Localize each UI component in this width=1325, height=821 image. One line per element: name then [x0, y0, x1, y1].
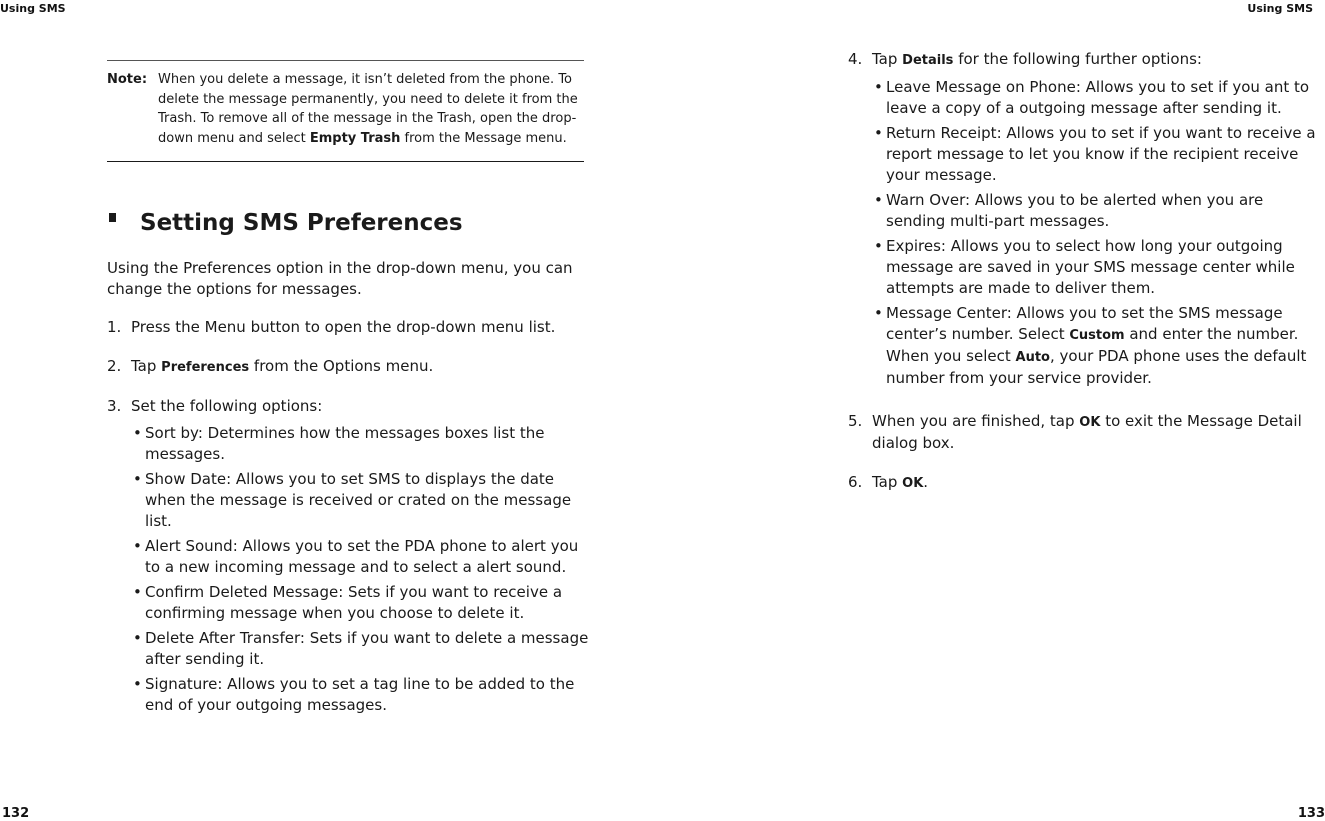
step-4-options — [872, 77, 1325, 389]
step-4: 4. Tap Details for the following further options: • Leave Message on Phone: Allows you to set if you ant to leave a copy of a outgoing message after sending it. • Return Receipt: Allows you to set if you want to receive a report message to let you know if the recipient receive your message. • Warn Over: Allows you to be alerted when you are sending multi-part messages. • Expires: Allows you to select how long your outgoing message are saved in your SMS message center while attempts are made to deliver them. • Message Center: Allows you to set the SMS message center’s number. Select Custom and enter the number. When you select Auto, your PDA phone uses the default number from your service provider. — [848, 49, 1325, 393]
option-item: • Warn Over: Allows you to be alerted when you are sending multi-part messages. — [872, 190, 1325, 232]
step-2: 2. Tap Preferences from the Options menu. — [107, 357, 434, 375]
option-item: • Return Receipt: Allows you to set if you want to receive a report message to let you know if the recipient receive your message. — [872, 123, 1325, 186]
ui-label-custom: Custom — [1069, 328, 1125, 343]
running-head-right: Using SMS — [1247, 2, 1313, 15]
left-page — [107, 60, 597, 720]
option-item: • Alert Sound: Allows you to set the PDA phone to alert you to a new incoming message and to select a alert sound. — [131, 536, 597, 578]
step-3-options — [131, 423, 597, 716]
option-item: • Delete After Transfer: Sets if you want to delete a message after sending it. — [131, 628, 597, 670]
section-intro: Using the Preferences option in the drop-down menu, you can change the options for messages. — [107, 259, 573, 298]
option-item: • Show Date: Allows you to set SMS to displays the date when the message is received or crated on the message list. — [131, 469, 597, 532]
note-box — [107, 60, 584, 162]
step-5: 5. When you are finished, tap OK to exit the Message Detail dialog box. — [848, 412, 1302, 452]
option-item-message-center: • Message Center: Allows you to set the SMS message center’s number. Select Custom and enter the number. When you select Auto, your PDA phone uses the default number from your service provider. — [872, 303, 1325, 389]
note-top-rule — [107, 60, 584, 61]
option-item: • Expires: Allows you to select how long your outgoing message are saved in your SMS message center while attempts are made to deliver them. — [872, 236, 1325, 299]
section-heading — [107, 210, 597, 236]
note-bottom-rule — [107, 161, 584, 162]
option-item: • Sort by: Determines how the messages boxes list the messages. — [131, 423, 597, 465]
ui-label-auto: Auto — [1015, 350, 1050, 365]
option-item: • Leave Message on Phone: Allows you to set if you ant to leave a copy of a outgoing message after sending it. — [872, 77, 1325, 119]
running-head-left: Using SMS — [0, 2, 66, 15]
note-bold-empty-trash: Empty Trash — [309, 130, 401, 146]
step-3: 3. Set the following options: • Sort by: Determines how the messages boxes list the messages. • Show Date: Allows you to set SMS to displays the date when the message is received or crated on the message list. • Alert Sound: Allows you to set the PDA phone to alert you to a new incoming message and to select a alert sound. • Confirm Deleted Message: Sets if you want to receive a confirming message when you choose to delete it. • Delete After Transfer: Sets if you want to delete a message after sending it. • Signature: Allows you to set a tag line to be added to the end of your outgoing messages. — [107, 396, 597, 720]
ui-label-ok: OK — [1079, 415, 1101, 430]
step-1: 1. Press the Menu button to open the drop-down menu list. — [107, 318, 556, 336]
option-item: • Confirm Deleted Message: Sets if you want to receive a confirming message when you choose to delete it. — [131, 582, 597, 624]
steps-left — [107, 317, 597, 720]
page-number-right: 133 — [1297, 806, 1325, 821]
option-item: • Signature: Allows you to set a tag line to be added to the end of your outgoing messages. — [131, 674, 597, 716]
ui-label-preferences: Preferences — [161, 360, 250, 375]
heading-square-bullet-icon — [109, 213, 116, 222]
ui-label-ok: OK — [902, 476, 924, 491]
section-title: Setting SMS Preferences — [140, 210, 463, 236]
ui-label-details: Details — [902, 53, 954, 68]
step-6: 6. Tap OK. — [848, 473, 929, 491]
page-number-left: 132 — [2, 806, 30, 821]
note-label: Note: — [107, 72, 148, 87]
right-page — [848, 49, 1325, 494]
steps-right — [848, 49, 1325, 494]
note-text: When you delete a message, it isn’t deleted from the phone. To delete the message permanently, you need to delete it from the Trash. To remove all of the message in the Trash, open the drop-down menu and select Empty Trash from the Message menu. — [158, 72, 578, 146]
